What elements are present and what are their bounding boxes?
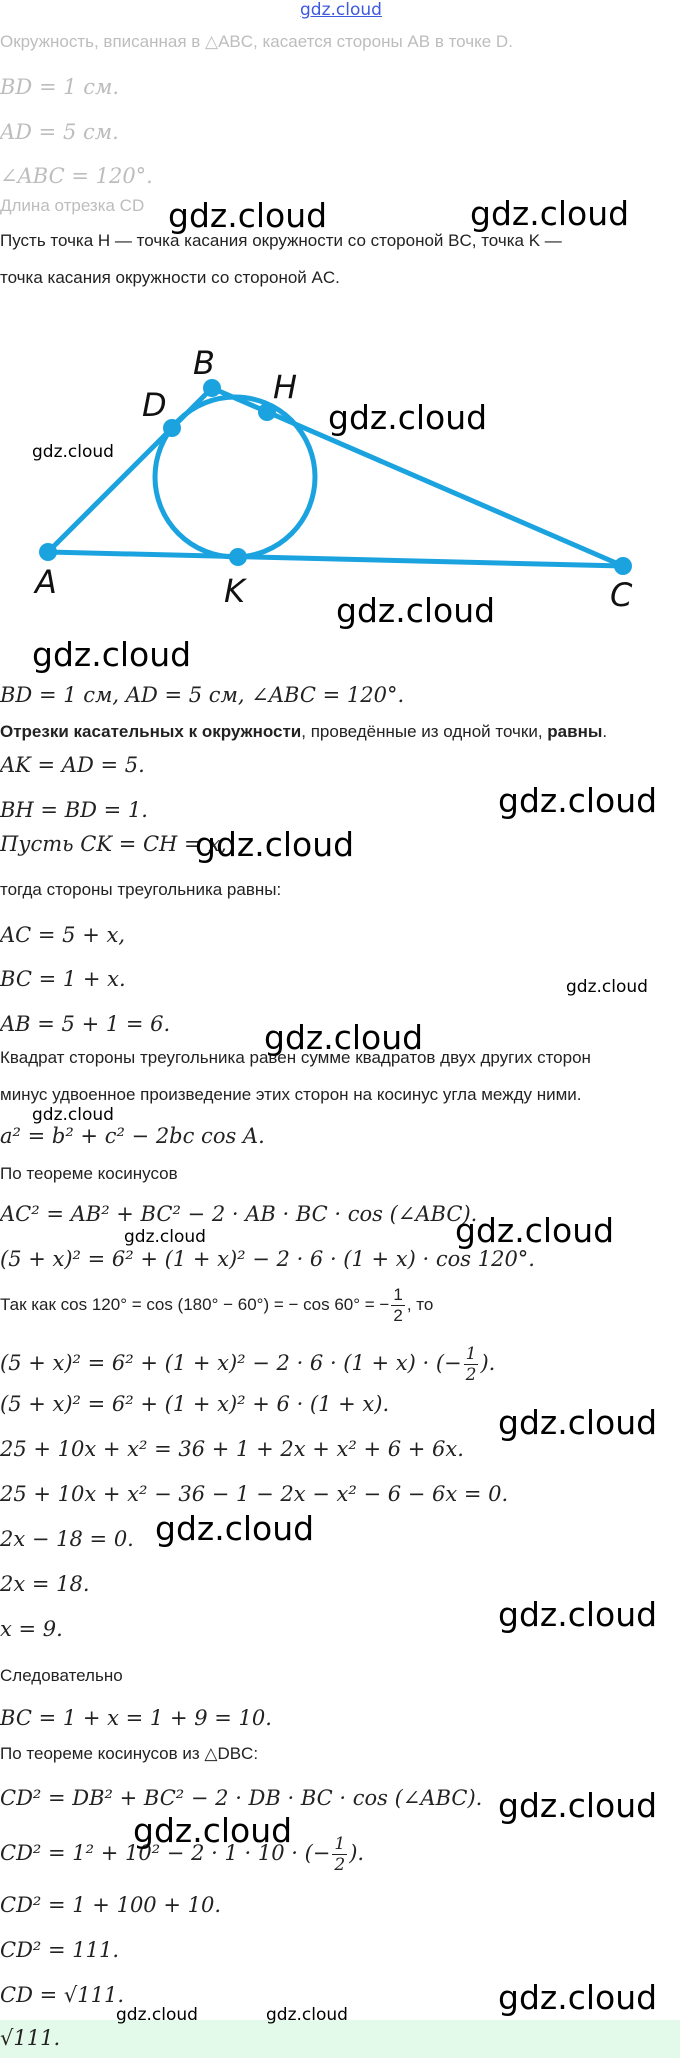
eq-ab: AB = 5 + 1 = 6. [0, 1012, 171, 1036]
watermark: gdz.cloud [470, 194, 630, 233]
watermark: gdz.cloud [264, 1018, 424, 1057]
tangent-rule-bold: Отрезки касательных к окружности [0, 722, 302, 741]
watermark: gdz.cloud [195, 825, 355, 864]
intro-line-2: точка касания окружности со стороной AC. [0, 268, 340, 287]
eq-ac: AC = 5 + x, [0, 923, 126, 947]
watermark: gdz.cloud [168, 196, 328, 235]
let-ck: Пусть CK = CH = x, [0, 832, 227, 856]
eq-bc: BC = 1 + x. [0, 967, 126, 991]
eq-9: x = 9. [0, 1617, 63, 1641]
label-d: D [142, 386, 167, 424]
tangent-rule [0, 722, 607, 742]
cos-formula: a² = b² + c² − 2bc cos A. [0, 1124, 265, 1148]
watermark: gdz.cloud [498, 1403, 658, 1442]
intro-line-1: Пусть точка H — точка касания окружности со стороной BC, точка K — [0, 231, 562, 250]
question-text: Длина отрезка CD [0, 196, 145, 215]
watermark: gdz.cloud [133, 1811, 293, 1850]
eq-ak: AK = AD = 5. [0, 753, 145, 777]
cos-rule-1: Квадрат стороны треугольника равен сумме квадратов двух других сторон [0, 1048, 591, 1067]
eq-11-num: 1 [334, 1834, 346, 1854]
tangent-rule-mid: , проведённые из одной точки, [301, 722, 548, 741]
given-angle: ∠ABC = 120°. [0, 164, 153, 188]
eq-13: CD² = 111. [0, 1938, 120, 1962]
since-num: 1 [393, 1285, 403, 1304]
problem-statement: Окружность, вписанная в △ABC, касается стороны AB в точке D. [0, 32, 513, 51]
label-k: K [224, 572, 245, 610]
watermark: gdz.cloud [155, 1509, 315, 1548]
eq-3-num: 1 [465, 1344, 477, 1364]
point-c [614, 557, 632, 575]
eq-5: 25 + 10x + x² = 36 + 1 + 2x + x² + 6 + 6x. [0, 1437, 464, 1461]
eq-6: 25 + 10x + x² − 36 − 1 − 2x − x² − 6 − 6x = 0. [0, 1482, 509, 1506]
since-fraction [391, 1285, 404, 1326]
point-k [229, 548, 247, 566]
by-cos-dbc: По теореме косинусов из △DBC: [0, 1744, 259, 1763]
eq-3-den: 2 [465, 1365, 477, 1385]
eq-10: CD² = DB² + BC² − 2 · DB · BC · cos (∠ABC). [0, 1786, 483, 1810]
watermark: gdz.cloud [328, 398, 488, 437]
cos-rule-2: минус удвоенное произведение этих сторон на косинус угла между ними. [0, 1085, 582, 1104]
watermark-small: gdz.cloud [566, 977, 648, 997]
therefore-text: Следовательно [0, 1666, 123, 1685]
label-a: A [35, 563, 57, 601]
watermark: gdz.cloud [455, 1211, 615, 1250]
by-cos-theorem: По теореме косинусов [0, 1164, 178, 1183]
given-ad: AD = 5 см. [0, 120, 119, 144]
eq-2: (5 + x)² = 6² + (1 + x)² − 2 · 6 · (1 + x) · cos 120°. [0, 1247, 535, 1271]
watermark: gdz.cloud [498, 1978, 658, 2017]
since-den: 2 [393, 1306, 403, 1325]
watermark-small: gdz.cloud [266, 2005, 348, 2025]
answer-bar [0, 2020, 680, 2058]
eq-4: (5 + x)² = 6² + (1 + x)² + 6 · (1 + x). [0, 1392, 390, 1416]
eq-14: CD = √111. [0, 1983, 124, 2007]
label-h: H [273, 368, 298, 406]
eq-7: 2x − 18 = 0. [0, 1527, 134, 1551]
site-link[interactable]: gdz.cloud [300, 0, 382, 20]
given-summary: BD = 1 см, AD = 5 см, ∠ABC = 120°. [0, 683, 405, 707]
eq-8: 2x = 18. [0, 1572, 90, 1596]
since-line [0, 1285, 433, 1326]
watermark-small: gdz.cloud [32, 442, 114, 462]
watermark: gdz.cloud [498, 1595, 658, 1634]
label-b: B [193, 344, 215, 382]
side-ac [48, 552, 623, 566]
eq-11-fraction [332, 1834, 347, 1875]
bc-value: BC = 1 + x = 1 + 9 = 10. [0, 1706, 272, 1730]
watermark: gdz.cloud [336, 591, 496, 630]
tangent-rule-bold2: равны [547, 722, 603, 741]
watermark-small: gdz.cloud [116, 2005, 198, 2025]
eq-3-post: ). [480, 1351, 496, 1375]
sides-intro: тогда стороны треугольника равны: [0, 880, 282, 899]
given-bd: BD = 1 см. [0, 75, 120, 99]
eq-12: CD² = 1 + 100 + 10. [0, 1893, 222, 1917]
incircle [155, 397, 315, 557]
eq-bh: BH = BD = 1. [0, 798, 148, 822]
eq-3-fraction [464, 1344, 479, 1385]
tangent-rule-end: . [602, 722, 608, 741]
eq-3 [0, 1344, 495, 1385]
point-a [39, 543, 57, 561]
eq-11-post: ). [349, 1841, 365, 1865]
since-post: , то [406, 1294, 434, 1314]
eq-1: AC² = AB² + BC² − 2 · AB · BC · cos (∠ABC). [0, 1202, 478, 1226]
triangle-figure [0, 330, 680, 630]
label-c: C [610, 576, 633, 614]
watermark: gdz.cloud [498, 781, 658, 820]
eq-3-pre: (5 + x)² = 6² + (1 + x)² − 2 · 6 · (1 + x) · (− [0, 1351, 462, 1375]
watermark: gdz.cloud [32, 635, 192, 674]
eq-11-pre: CD² = 1² + 10² − 2 · 1 · 10 · (− [0, 1841, 331, 1865]
watermark-small: gdz.cloud [124, 1227, 206, 1247]
eq-11-den: 2 [334, 1855, 346, 1875]
watermark: gdz.cloud [498, 1786, 658, 1825]
answer-text: √111. [0, 2026, 61, 2050]
since-pre: Так как cos 120° = cos (180° − 60°) = − cos 60° = − [0, 1294, 390, 1314]
watermark-small: gdz.cloud [32, 1105, 114, 1125]
